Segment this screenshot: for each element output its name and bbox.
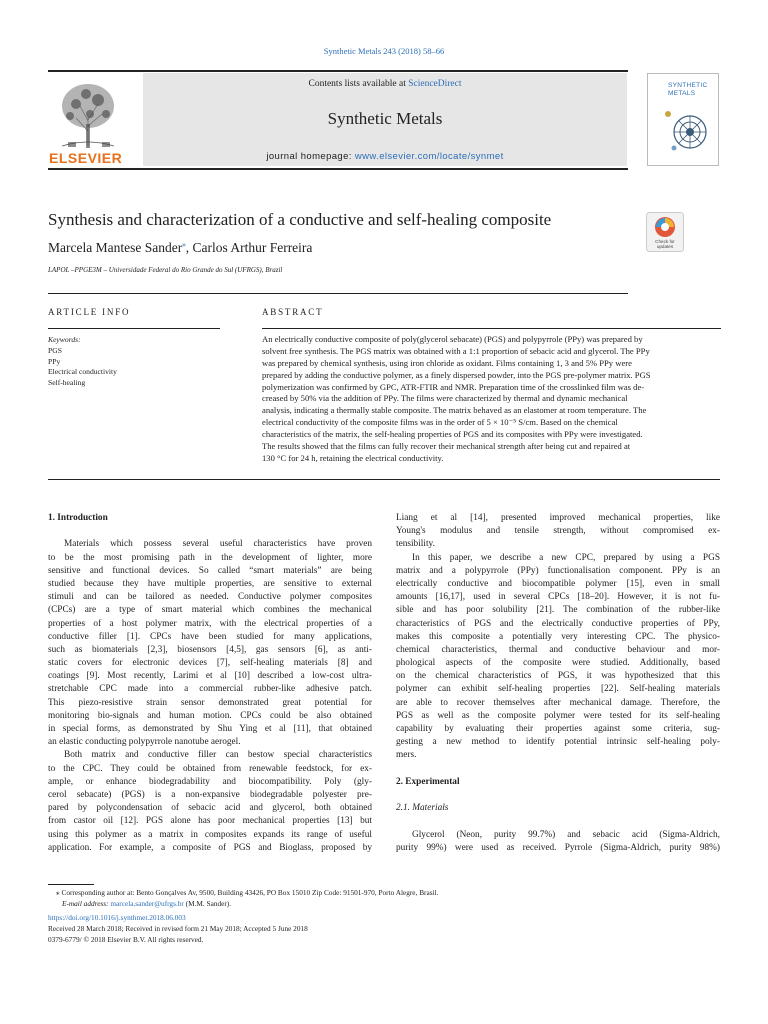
abstract-rule — [262, 328, 721, 329]
email-suffix: (M.M. Sander). — [183, 899, 232, 908]
email-label: E-mail address: — [62, 899, 111, 908]
text-line: coatings [9]. Most recently, Larimi et al [10] described a low-cost ultra- — [48, 671, 372, 682]
keyword: Electrical conductivity — [48, 367, 117, 377]
text-line: application. For example, a composite of PGS and Bioglass, proposed by — [48, 842, 372, 853]
text-line: sible and has poor solubility [21]. The combination of the rubber-like — [396, 605, 720, 616]
subsection-heading-materials: 2.1. Materials — [396, 803, 449, 814]
text-line: matrix and a polypyrrole (PPy) functionalisation component. PPy is an — [396, 565, 720, 576]
abstract-line: solvent free synthesis. The PGS matrix was obtained with a 1:1 proportion of sebacic acid and glycerol. The PPy — [262, 345, 650, 356]
keywords-block — [48, 335, 117, 389]
text-line: in special forms, as demonstrated by Shu Ying et al [11], that obtained — [48, 724, 372, 734]
text-line: Both matrix and conductive filler can bestow special characteristics — [64, 750, 372, 761]
keyword: PPy — [48, 356, 61, 366]
abstract-line: was prepared by chemical synthesis, using iron chloride as oxidant. Films containing 1, 3 and 5% PPy were — [262, 357, 632, 368]
homepage-link[interactable]: www.elsevier.com/locate/synmet — [354, 151, 504, 162]
cover-title: SYNTHETIC METALS — [668, 82, 708, 97]
corresponding-author-note: ⁎ Corresponding author at: Bento Gonçalves Av, 9500, Building 43426, PO Box 15010 Zip Code: 91501-970, Porto Alegre, Brasil. — [56, 888, 439, 897]
journal-cover-thumbnail — [647, 73, 719, 166]
text-line: Liang et al [14], presented improved mechanical properties, like — [396, 513, 720, 523]
check-badge-line1: Check for — [655, 239, 675, 244]
text-line: mers. — [396, 750, 417, 761]
journal-homepage — [143, 151, 627, 162]
cover-molecule-graphic — [660, 100, 710, 160]
abstract-line: polymerization was confirmed by GPC, ATR-FTIR and NMR. Preparation time of the crosslinked film was de- — [262, 381, 645, 392]
text-line: purity 99%) were used as received. Pyrrole (Sigma-Aldrich, purity 98%) — [396, 842, 720, 853]
doi-link[interactable]: https://doi.org/10.1016/j.synthmet.2018.06.003 — [48, 913, 186, 922]
author-name[interactable]: , Carlos Arthur Ferreira — [185, 240, 313, 255]
text-line: an elastic conducting polypyrrole nanotube aerogel. — [48, 737, 241, 748]
abstract-line: prepared by adding the conductive polymer, as a finely dispersed powder, into the PGS pre-polymer matrix. PGS — [262, 369, 651, 380]
elsevier-wordmark: ELSEVIER — [49, 150, 123, 166]
text-line: conductive filler [1]. CPCs have been studied for many applications, — [48, 631, 372, 642]
text-line: pared by polycondensation of sebacic acid and glycerol, both obtained — [48, 803, 372, 814]
title-bottom-rule — [48, 293, 628, 294]
abstract-bottom-rule — [48, 479, 720, 480]
abstract-line: characteristics of the matrix, the self-healing properties of PGS and its composites with PPy were investigated. — [262, 429, 643, 440]
text-line: polymer can exhibit self-healing properties [22]. Self-healing materials — [396, 684, 720, 695]
keywords-rule — [48, 328, 220, 329]
text-line: Materials which possess several useful characteristics have proven — [64, 539, 372, 550]
masthead-top-rule — [48, 70, 628, 72]
text-line: to the CPC. They could be obtained from renewable feedstock, for ex- — [48, 763, 372, 774]
text-line: phological aspects of the composite were studied. Additionally, based — [396, 658, 720, 669]
text-line: This piezo-resistive strain sensor demonstrated great potential for — [48, 697, 372, 708]
text-line: using this polymer as a matrix in composites expands its range of useful — [48, 829, 372, 840]
contents-prefix: Contents lists available at — [308, 79, 409, 89]
paragraph — [48, 749, 372, 855]
homepage-label: journal homepage: — [266, 151, 355, 162]
abstract-line: 130 °C for 24 h, retaining the electrical conductivity. — [262, 452, 444, 463]
abstract-heading: ABSTRACT — [262, 307, 324, 317]
abstract-line: creased by 50% via the addition of PPy. The films were characterized by thermal and dynamic mechanical — [262, 393, 628, 404]
section-heading-experimental: 2. Experimental — [396, 776, 460, 787]
check-badge-line2: updates — [656, 244, 674, 249]
text-line: sensitive and functional devices. So called “smart materials” are being — [48, 565, 372, 576]
text-line: studied because they have multiple properties, are sensitive to external — [48, 578, 372, 589]
text-line: gesting a new method to identify potential intrinsic self-healing poly- — [396, 737, 720, 748]
paragraph — [396, 512, 720, 552]
keyword: PGS — [48, 345, 62, 355]
text-line: from castor oil [12]. PGS alone has poor mechanical properties [13] but — [48, 816, 372, 827]
author-list — [48, 240, 312, 256]
corresponding-author-mark[interactable]: ⁎ — [182, 240, 186, 249]
received-dates: Received 28 March 2018; Received in revised form 21 May 2018; Accepted 5 June 2018 — [48, 924, 308, 933]
text-line: properties of a host polymer matrix, with the electrical properties of a — [48, 618, 372, 629]
text-line: on the chemical characteristics of PGS, it was hypothesized that this — [396, 671, 720, 682]
abstract-line: The results showed that the films can fully recover their mechanical strength after being cut and repaired at — [262, 441, 631, 452]
sciencedirect-link[interactable]: ScienceDirect — [408, 79, 462, 89]
abstract-line: analysis, indicating a thermally stable composite. The matrix behaved as an elastomer at room temperature. The — [262, 405, 647, 416]
paragraph — [396, 552, 720, 763]
email-link[interactable]: marcela.sander@ufrgs.br — [110, 899, 184, 908]
abstract-text — [262, 334, 721, 465]
text-line: cerol sebacate) (PGS) is a non-expansive biodegradable polyester pre- — [48, 789, 372, 800]
body-right-column — [396, 512, 720, 855]
email-note — [48, 898, 438, 909]
text-line: stimuli and can be tailored as needed. Conductive polymer composites — [48, 592, 372, 603]
text-line: makes this composite a potentially very interesting CPC. The physico- — [396, 631, 720, 642]
text-line: stretchable CPC made into a commercial rubber-like adhesive patch. — [48, 684, 372, 695]
keywords-label: Keywords: — [48, 335, 81, 344]
contents-line — [143, 79, 627, 89]
text-line: In this paper, we describe a new CPC, prepared by using a PGS — [412, 552, 720, 563]
abstract-line: electrical conductivity of the composite films was in the order of 5 × 10⁻⁵ S/cm. Based on the chemical — [262, 417, 618, 428]
journal-reference[interactable]: Synthetic Metals 243 (2018) 58–66 — [323, 46, 445, 56]
journal-name: Synthetic Metals — [327, 109, 443, 128]
author-name[interactable]: Marcela Mantese Sander — [48, 240, 183, 255]
text-line: monitoring bio-signals and human motion. CPCs could be also obtained — [48, 710, 372, 721]
text-line: Glycerol (Neon, purity 99.7%) and sebacic acid (Sigma-Aldrich, — [412, 829, 720, 840]
text-line: are able to recover themselves after mechanical damage. Therefore, the — [396, 697, 720, 708]
text-line: tensibility. — [396, 539, 435, 550]
abstract-line: An electrically conductive composite of poly(glycerol sebacate) (PGS) and polypyrrole (PPy) was prepared by — [262, 334, 643, 344]
text-line: (CPCs) are a type of smart material which combines the mechanical — [48, 605, 372, 616]
text-line: PGS as well as the composite polymer were tested for its self-healing — [396, 710, 720, 721]
text-line: capability by evaluating their properties against some criteria, sug- — [396, 724, 720, 734]
text-line: such as biomaterials [2,3], biosensors [4,5], gas sensors [6], as anti- — [48, 644, 372, 655]
article-title: Synthesis and characterization of a conductive and self-healing composite — [48, 210, 552, 229]
text-line: characteristics of PGS and the electrically conductive properties of PPy, — [396, 618, 720, 629]
footnotes — [48, 887, 438, 945]
check-for-updates-icon[interactable] — [646, 212, 684, 252]
text-line: electrically conductive and biocompatible polymer [15], even in small — [396, 578, 720, 589]
text-line: chemical characteristics, thermal and conductive behaviour and mor- — [396, 644, 720, 655]
copyright-line: 0379-6779/ © 2018 Elsevier B.V. All rights reserved. — [48, 935, 204, 944]
article-info-heading: ARTICLE INFO — [48, 307, 131, 317]
affiliation: LAPOL –PPGE3M – Universidade Federal do Rio Grande do Sul (UFRGS), Brazil — [48, 266, 283, 274]
section-heading-introduction: 1. Introduction — [48, 513, 108, 523]
paragraph — [48, 538, 372, 749]
masthead-bottom-rule — [48, 168, 628, 170]
text-line: ample, or enhance biodegradability and biocompatibility. Poly (gly- — [48, 776, 372, 787]
text-line: Young's modulus and tensile strength, without compromised ex- — [396, 526, 720, 537]
text-line: to be the most promising path in the development of lighter, more — [48, 552, 372, 563]
footnote-rule — [48, 884, 94, 885]
paragraph — [396, 829, 720, 855]
text-line: amounts [16,17], used in several CPCs [18–20]. However, it is not fu- — [396, 592, 720, 603]
text-line: static covers for electronic devices [7], self-healing materials [8] and — [48, 658, 372, 669]
keyword: Self-healing — [48, 378, 86, 388]
body-left-column — [48, 512, 372, 855]
